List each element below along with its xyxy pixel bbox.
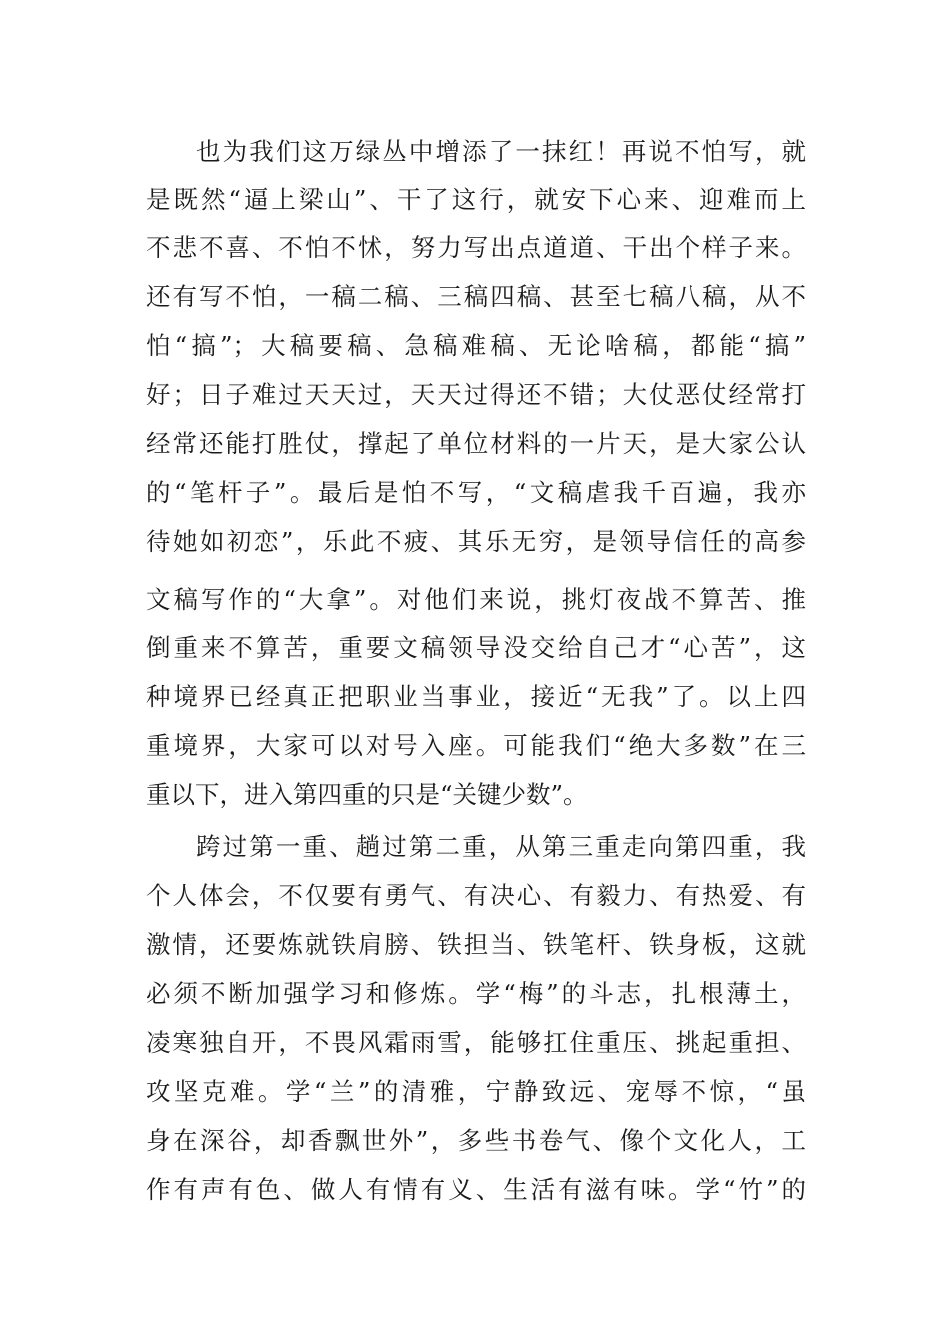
text-line: 是既然“逼上梁山”、干了这行，就安下心来、迎难而上: [146, 185, 806, 214]
text-line: 必须不断加强学习和修炼。学“梅”的斗志，扎根薄土，: [146, 979, 806, 1008]
text-line: 待她如初恋”，乐此不疲、其乐无穷，是领导信任的高参: [146, 527, 806, 556]
text-line: 重以下，进入第四重的只是“关键少数”。: [146, 780, 588, 809]
text-line: 种境界已经真正把职业当事业，接近“无我”了。以上四: [146, 682, 806, 711]
text-line: 身在深谷，却香飘世外”，多些书卷气、像个文化人，工: [146, 1126, 806, 1155]
text-line: 倒重来不算苦，重要文稿领导没交给自己才“心苦”，这: [146, 633, 806, 662]
text-line: 作有声有色、做人有情有义、生活有滋有味。学“竹”的: [146, 1175, 806, 1204]
text-line: 还有写不怕，一稿二稿、三稿四稿、甚至七稿八稿，从不: [146, 282, 806, 311]
text-line: 不悲不喜、不怕不怵，努力写出点道道、干出个样子来。: [146, 233, 806, 262]
text-line: 也为我们这万绿丛中增添了一抹红！再说不怕写，就: [196, 137, 806, 166]
text-line: 跨过第一重、趟过第二重，从第三重走向第四重，我: [196, 832, 806, 861]
text-line: 的“笔杆子”。最后是怕不写，“文稿虐我千百遍，我亦: [146, 478, 806, 507]
text-line: 凌寒独自开，不畏风霜雨雪，能够扛住重压、挑起重担、: [146, 1028, 806, 1057]
text-line: 文稿写作的“大拿”。对他们来说，挑灯夜战不算苦、推: [146, 585, 806, 614]
text-line: 经常还能打胜仗，撑起了单位材料的一片天，是大家公认: [146, 429, 806, 458]
text-line: 怕“搞”；大稿要稿、急稿难稿、无论啥稿，都能“搞”: [146, 331, 806, 360]
text-line: 好；日子难过天天过，天天过得还不错；大仗恶仗经常打: [146, 380, 806, 409]
text-line: 攻坚克难。学“兰”的清雅，宁静致远、宠辱不惊，“虽: [146, 1077, 806, 1106]
text-line: 激情，还要炼就铁肩膀、铁担当、铁笔杆、铁身板，这就: [146, 930, 806, 959]
text-line: 重境界，大家可以对号入座。可能我们“绝大多数”在三: [146, 731, 806, 760]
text-line: 个人体会，不仅要有勇气、有决心、有毅力、有热爱、有: [146, 881, 806, 910]
